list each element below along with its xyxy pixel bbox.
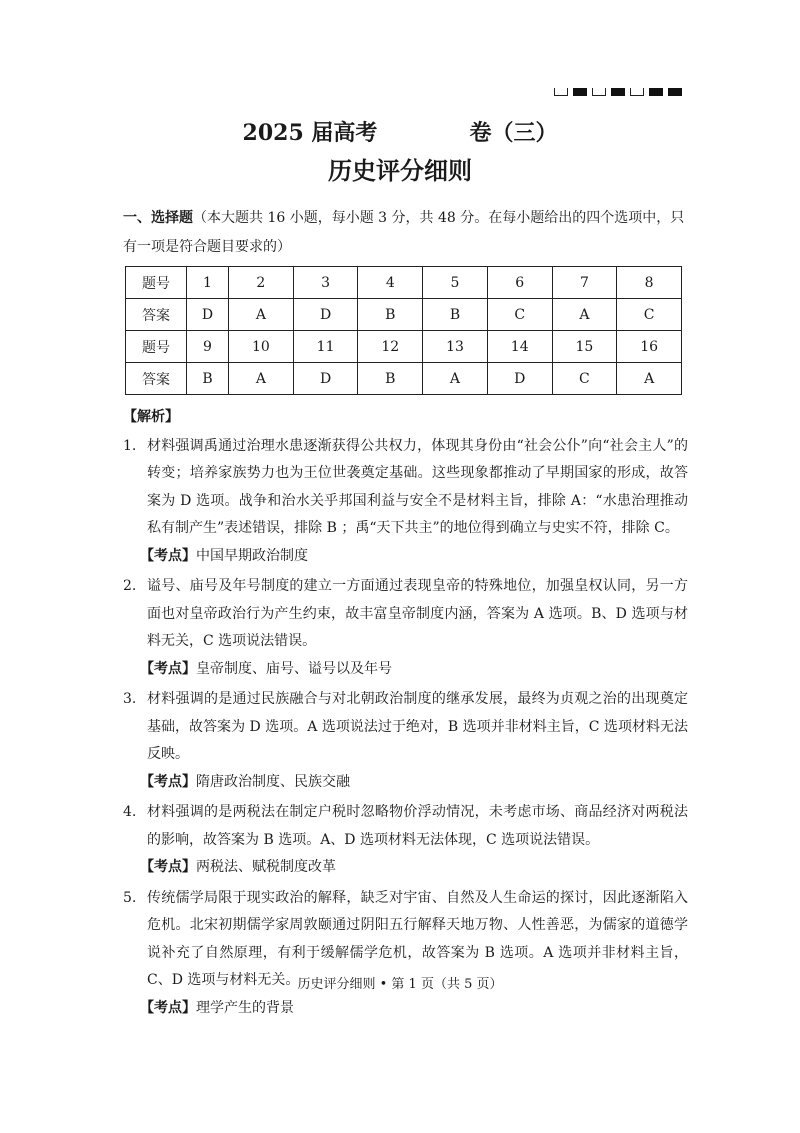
table-cell: 4: [358, 267, 423, 299]
knowledge-point: [123, 543, 688, 571]
table-cell: D: [187, 299, 229, 331]
corner-marks: [554, 88, 682, 96]
knowledge-point-tag: 【考点】: [140, 999, 196, 1016]
answer-table: [125, 266, 682, 395]
table-row-header: 题号: [126, 267, 187, 299]
knowledge-point: [123, 854, 688, 882]
table-cell: C: [487, 299, 552, 331]
table-cell: 2: [229, 267, 294, 299]
question-number: 5.: [123, 889, 137, 906]
mark-open-icon: [554, 88, 568, 96]
table-cell: 13: [423, 331, 488, 363]
table-cell: 6: [487, 267, 552, 299]
table-cell: D: [293, 299, 358, 331]
title-left: 2025 届高考: [242, 120, 378, 146]
table-cell: B: [358, 299, 423, 331]
analysis-item: [123, 799, 688, 854]
analysis-item: [123, 686, 688, 769]
table-row: [126, 331, 682, 363]
page-footer: 历史评分细则 • 第 1 页（共 5 页）: [297, 977, 503, 992]
table-cell: A: [229, 363, 294, 395]
analysis-text: 材料强调的是两税法在制定户税时忽略物价浮动情况，未考虑市场、商品经济对两税法的影响，故答案为 B 选项。A、D 选项材料无法体现，C 选项说法错误。: [147, 804, 688, 848]
knowledge-point-text: 中国早期政治制度: [196, 547, 308, 564]
analysis-section: [123, 404, 688, 1025]
table-cell: A: [552, 299, 617, 331]
mark-open-icon: [630, 88, 644, 96]
table-cell: 1: [187, 267, 229, 299]
mark-filled-icon: [573, 88, 587, 96]
knowledge-point: [123, 995, 688, 1023]
table-cell: B: [187, 363, 229, 395]
knowledge-point-tag: 【考点】: [140, 660, 196, 677]
table-cell: A: [229, 299, 294, 331]
knowledge-point-tag: 【考点】: [140, 547, 196, 564]
knowledge-point-text: 隋唐政治制度、民族交融: [196, 773, 350, 790]
table-cell: 11: [293, 331, 358, 363]
table-cell: D: [293, 363, 358, 395]
analysis-text: 材料强调的是通过民族融合与对北朝政治制度的继承发展，最终为贞观之治的出现奠定基础，故答案为 D 选项。A 选项说法过于绝对，B 选项并非材料主旨，C 选项材料无法反映。: [147, 691, 688, 762]
table-row-header: 答案: [126, 363, 187, 395]
question-number: 2.: [123, 578, 137, 594]
knowledge-point-tag: 【考点】: [140, 773, 196, 790]
knowledge-point: [123, 769, 688, 797]
table-cell: D: [487, 363, 552, 395]
section1-intro: [123, 204, 688, 262]
mark-filled-icon: [668, 88, 682, 96]
section1-label: 一、选择题: [123, 210, 193, 226]
knowledge-point: [123, 656, 688, 684]
table-cell: 9: [187, 331, 229, 363]
table-cell: B: [423, 299, 488, 331]
knowledge-point-text: 理学产生的背景: [196, 999, 294, 1016]
knowledge-point-text: 皇帝制度、庙号、谥号以及年号: [196, 660, 392, 677]
table-cell: 5: [423, 267, 488, 299]
table-row-header: 答案: [126, 299, 187, 331]
question-number: 4.: [123, 804, 137, 820]
table-row: [126, 363, 682, 395]
mark-filled-icon: [649, 88, 663, 96]
analysis-text: 材料强调禹通过治理水患逐渐获得公共权力，体现其身份由“社会公仆”向“社会主人”的转变；培养家族势力也为王位世袭奠定基础。这些现象都推动了早期国家的形成，故答案为 D 选项。战争和治水关乎邦国利益与安全不是材料主旨，排除 A：“水患治理推动私有制产生”表述错误，排除 B ；禹“天下共主”的地位得到确立与史实不符，排除 C。: [147, 437, 688, 536]
table-cell: 12: [358, 331, 423, 363]
page-subtitle: 历史评分细则: [328, 156, 472, 185]
table-cell: 7: [552, 267, 617, 299]
analysis-text: 谥号、庙号及年号制度的建立一方面通过表现皇帝的特殊地位，加强皇权认同，另一方面也对皇帝政治行为产生约束，故丰富皇帝制度内涵，答案为 A 选项。B、D 选项与材料无关，C 选项说法错误。: [147, 578, 688, 649]
question-number: 1.: [123, 437, 137, 454]
table-cell: C: [617, 299, 682, 331]
table-cell: 10: [229, 331, 294, 363]
analysis-item: [123, 433, 688, 543]
title-right: 卷（三）: [469, 120, 558, 146]
analysis-text: 传统儒学局限于现实政治的解释，缺乏对宇宙、自然及人生命运的探讨，因此逐渐陷入危机。北宋初期儒学家周敦颐通过阴阳五行解释天地万物、人性善恶，为儒家的道德学说补充了自然原理，有利于缓解儒学危机，故答案为 B 选项。A 选项并非材料主旨，C、D 选项与材料无关。: [147, 889, 688, 988]
table-cell: C: [552, 363, 617, 395]
table-cell: B: [358, 363, 423, 395]
mark-open-icon: [592, 88, 606, 96]
table-row: [126, 299, 682, 331]
section1-desc: （本大题共 16 小题，每小题 3 分，共 48 分。在每小题给出的四个选项中，只有一项是符合题目要求的）: [123, 210, 685, 255]
knowledge-point-text: 两税法、赋税制度改革: [196, 859, 336, 875]
table-cell: A: [423, 363, 488, 395]
question-number: 3.: [123, 691, 137, 707]
mark-filled-icon: [611, 88, 625, 96]
table-cell: A: [617, 363, 682, 395]
page-title: [0, 116, 800, 147]
knowledge-point-tag: 【考点】: [140, 859, 196, 875]
table-cell: 8: [617, 267, 682, 299]
table-cell: 3: [293, 267, 358, 299]
table-cell: 15: [552, 331, 617, 363]
table-row-header: 题号: [126, 331, 187, 363]
analysis-item: [123, 573, 688, 656]
analysis-label: 【解析】: [123, 409, 179, 425]
table-cell: 16: [617, 331, 682, 363]
table-row: [126, 267, 682, 299]
table-cell: 14: [487, 331, 552, 363]
